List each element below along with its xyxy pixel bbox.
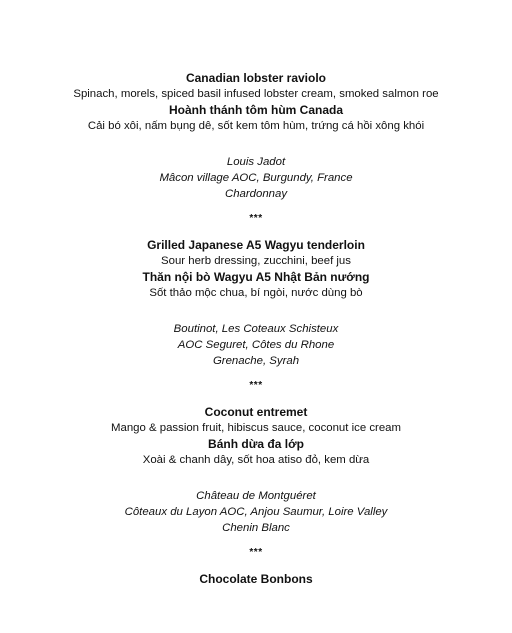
wine-appellation: Côteaux du Layon AOC, Anjou Saumur, Loire Valley bbox=[124, 506, 388, 518]
wine-grape: Chardonnay bbox=[224, 188, 288, 200]
wine-pairing bbox=[0, 154, 512, 202]
wine-pairing bbox=[0, 488, 512, 536]
dish-description-vi: Xoài & chanh dây, sốt hoa atiso đỏ, kem dừa bbox=[142, 454, 370, 466]
dish-name-vi: Hoành thánh tôm hùm Canada bbox=[169, 103, 343, 117]
wine-pairing bbox=[0, 321, 512, 369]
wine-appellation: AOC Seguret, Côtes du Rhone bbox=[177, 339, 335, 351]
dish-description-en: Sour herb dressing, zucchini, beef jus bbox=[161, 255, 351, 267]
wine-producer: Boutinot, Les Coteaux Schisteux bbox=[173, 323, 339, 335]
dish-description-en: Mango & passion fruit, hibiscus sauce, coconut ice cream bbox=[111, 422, 401, 434]
dish-description-vi: Sốt thảo mộc chua, bí ngòi, nước dùng bò bbox=[149, 287, 363, 299]
course-separator: *** bbox=[249, 547, 263, 558]
dish-description-en: Spinach, morels, spiced basil infused lobster cream, smoked salmon roe bbox=[73, 88, 439, 100]
course-separator: *** bbox=[249, 213, 263, 224]
dish-name-vi: Bánh dừa đa lớp bbox=[208, 437, 304, 451]
dish-name-en: Coconut entremet bbox=[204, 405, 308, 419]
dish-description-vi: Cải bó xôi, nấm bụng dê, sốt kem tôm hùm, trứng cá hồi xông khói bbox=[87, 120, 425, 132]
course-lobster bbox=[0, 70, 512, 202]
wine-grape: Chenin Blanc bbox=[222, 522, 290, 534]
course-separator: *** bbox=[249, 380, 263, 391]
course-wagyu bbox=[0, 237, 512, 369]
dish-name-en: Grilled Japanese A5 Wagyu tenderloin bbox=[147, 238, 365, 252]
final-item: Chocolate Bonbons bbox=[199, 572, 313, 586]
wine-appellation: Mâcon village AOC, Burgundy, France bbox=[159, 172, 353, 184]
course-coconut bbox=[0, 404, 512, 536]
wine-grape: Grenache, Syrah bbox=[212, 355, 300, 367]
dish-name-vi: Thăn nội bò Wagyu A5 Nhật Bản nướng bbox=[142, 270, 370, 284]
dish-name-en: Canadian lobster raviolo bbox=[185, 71, 327, 85]
wine-producer: Château de Montguéret bbox=[196, 490, 316, 502]
wine-producer: Louis Jadot bbox=[226, 156, 286, 168]
